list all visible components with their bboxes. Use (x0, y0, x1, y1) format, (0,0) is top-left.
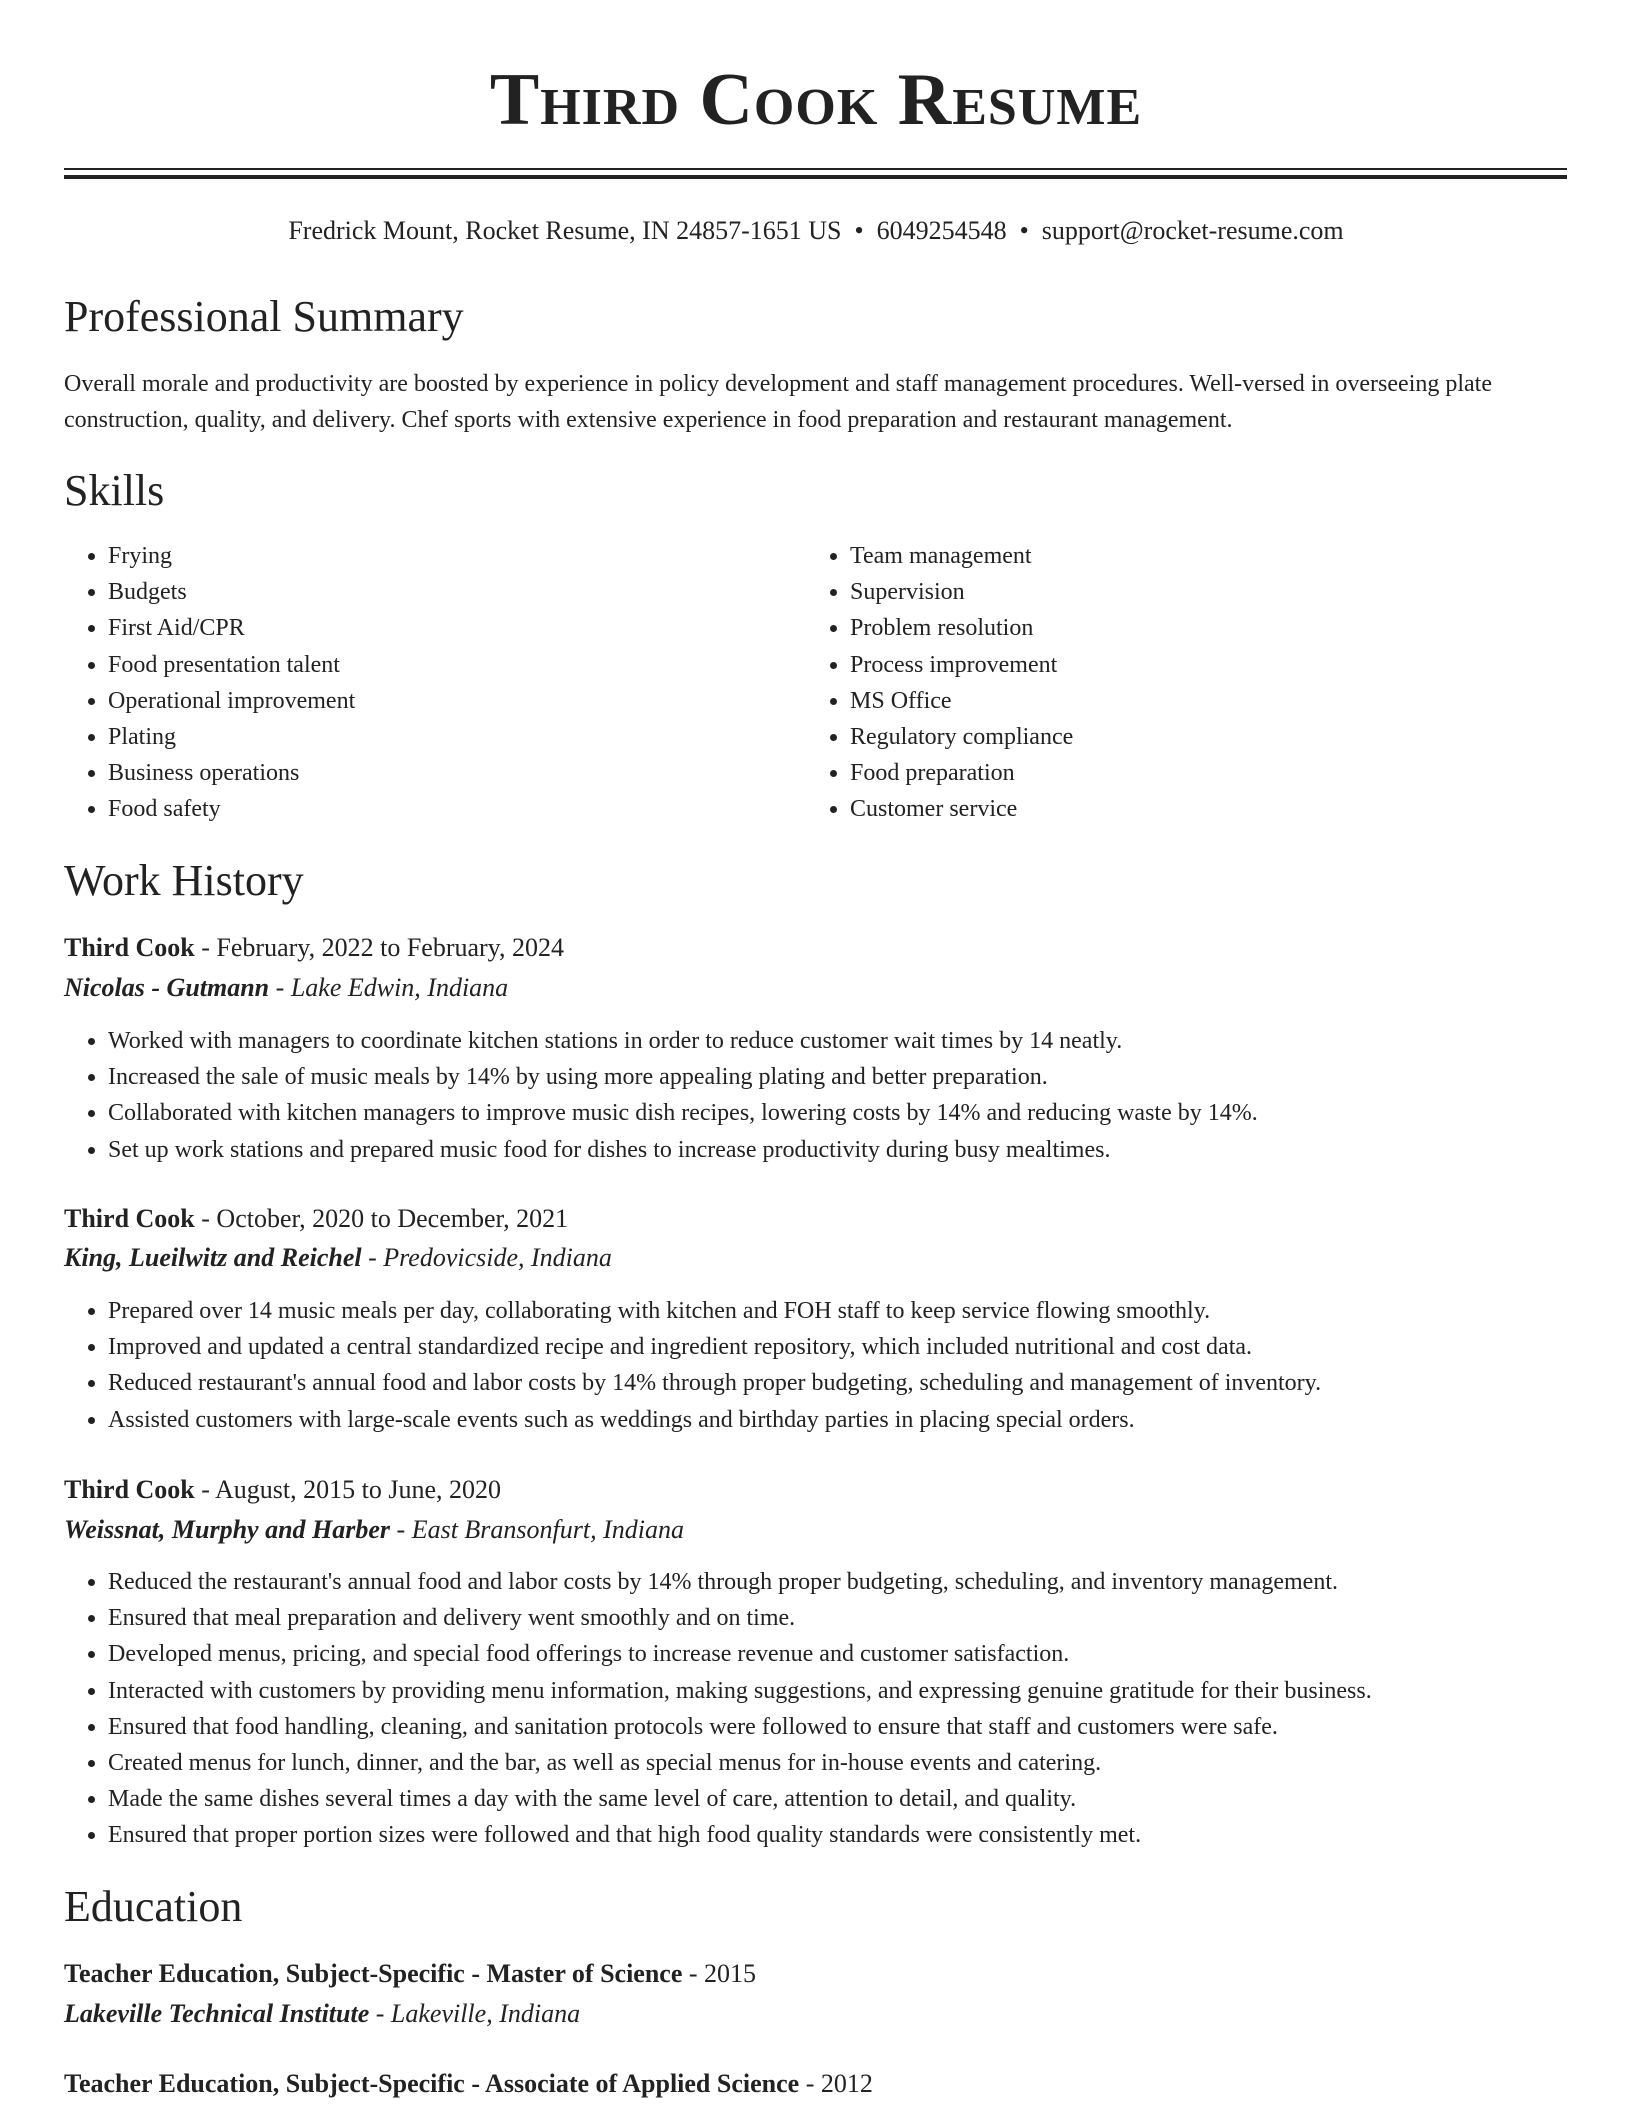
skill-item: • Regulatory compliance (850, 719, 1550, 755)
education-location: - Lakeville, Indiana (369, 1999, 581, 2028)
job-bullet: • Worked with managers to coordinate kitchen stations in order to reduce customer wait times by 14 neatly. (108, 1023, 1628, 1059)
summary-text: Overall morale and productivity are boosted by experience in policy development and staff management procedures. Well-versed in overseeing plate construction, quality, and delivery. Chef sports with extensive experience in food preparation and restaurant management. (64, 371, 1492, 433)
job-location: - Lake Edwin, Indiana (269, 973, 509, 1002)
education-year: - 2012 (799, 2069, 873, 2098)
job-dates: - February, 2022 to February, 2024 (194, 933, 564, 962)
skill-item: • Supervision (850, 574, 1550, 610)
skill-item: • Food preparation (850, 755, 1550, 791)
job-bullet: • Ensured that food handling, cleaning, and sanitation protocols were followed to ensure that staff and customers were safe. (108, 1709, 1628, 1745)
job-employer: Weissnat, Murphy and Harber (64, 1515, 391, 1544)
job-title-line (64, 1473, 501, 1507)
job-title: Third Cook (64, 1475, 195, 1504)
job-bullet: • Set up work stations and prepared music food for dishes to increase productivity during busy mealtimes. (108, 1132, 1628, 1168)
skill-item: • Operational improvement (108, 683, 788, 719)
job-bullet: • Ensured that proper portion sizes were followed and that high food quality standards were consistently met. (108, 1817, 1628, 1853)
education-heading: Education (64, 1882, 243, 1931)
education-degree: Teacher Education, Subject-Specific - Associate of Applied Science (64, 2069, 800, 2098)
job-bullet: • Assisted customers with large-scale events such as weddings and birthday parties in placing special orders. (108, 1402, 1628, 1438)
skill-item: • Plating (108, 719, 788, 755)
skill-item: • Budgets (108, 574, 788, 610)
education-school: Lakeville Technical Institute (64, 1999, 370, 2028)
job-bullet: • Created menus for lunch, dinner, and the bar, as well as special menus for in-house events and catering. (108, 1745, 1628, 1781)
job-employer: Nicolas - Gutmann (64, 973, 270, 1002)
skill-item: • Food presentation talent (108, 647, 788, 683)
skill-item: • MS Office (850, 683, 1550, 719)
job-bullet: • Prepared over 14 music meals per day, collaborating with kitchen and FOH staff to keep service flowing smoothly. (108, 1293, 1628, 1329)
skills-list-right (806, 538, 1550, 828)
job-bullets (64, 1293, 1628, 1438)
job-dates: - August, 2015 to June, 2020 (194, 1475, 501, 1504)
title-divider-thin (64, 168, 1567, 170)
job-bullet: • Made the same dishes several times a day with the same level of care, attention to detail, and quality. (108, 1781, 1628, 1817)
education-degree: Teacher Education, Subject-Specific - Master of Science (64, 1959, 683, 1988)
skill-item: • Process improvement (850, 647, 1550, 683)
contact-email: support@rocket-resume.com (1041, 216, 1344, 245)
job-employer-line (64, 971, 508, 1005)
contact-separator: • (1019, 216, 1029, 245)
job-title-line (64, 1202, 568, 1236)
job-dates: - October, 2020 to December, 2021 (194, 1204, 569, 1233)
skill-item: • Business operations (108, 755, 788, 791)
job-bullet: • Developed menus, pricing, and special food offerings to increase revenue and customer satisfaction. (108, 1636, 1628, 1672)
job-bullet: • Interacted with customers by providing menu information, making suggestions, and expressing genuine gratitude for their business. (108, 1673, 1628, 1709)
work-heading: Work History (64, 856, 304, 905)
job-bullets (64, 1564, 1628, 1854)
contact-address: Fredrick Mount, Rocket Resume, IN 24857-1651 US (288, 216, 842, 245)
job-bullet: • Reduced restaurant's annual food and labor costs by 14% through proper budgeting, scheduling and management of inventory. (108, 1365, 1628, 1401)
skill-item: • First Aid/CPR (108, 610, 788, 646)
skill-item: • Problem resolution (850, 610, 1550, 646)
skill-item: • Frying (108, 538, 788, 574)
job-location: - East Bransonfurt, Indiana (390, 1515, 684, 1544)
summary-heading: Professional Summary (64, 292, 464, 341)
education-degree-line (64, 1957, 756, 1991)
job-bullet: • Improved and updated a central standardized recipe and ingredient repository, which included nutritional and cost data. (108, 1329, 1628, 1365)
job-bullet: • Collaborated with kitchen managers to improve music dish recipes, lowering costs by 14% and reducing waste by 14%. (108, 1095, 1628, 1131)
skill-item: • Team management (850, 538, 1550, 574)
job-location: - Predovicside, Indiana (361, 1243, 612, 1272)
education-degree-line (64, 2067, 873, 2101)
contact-line (0, 214, 1632, 248)
job-title-line (64, 931, 564, 965)
contact-phone: 6049254548 (876, 216, 1007, 245)
job-title: Third Cook (64, 1204, 195, 1233)
job-title: Third Cook (64, 933, 195, 962)
resume-title: Third Cook Resume (489, 59, 1143, 141)
education-year: - 2015 (682, 1959, 757, 1988)
job-bullet: • Ensured that meal preparation and delivery went smoothly and on time. (108, 1600, 1628, 1636)
job-bullet: • Reduced the restaurant's annual food and labor costs by 14% through proper budgeting, scheduling, and inventory management. (108, 1564, 1628, 1600)
skills-heading: Skills (64, 466, 165, 515)
contact-separator: • (854, 216, 864, 245)
job-employer-line (64, 1513, 684, 1547)
education-school-line (64, 1997, 580, 2031)
job-bullets (64, 1023, 1628, 1168)
job-bullet: • Increased the sale of music meals by 14% by using more appealing plating and better preparation. (108, 1059, 1628, 1095)
job-employer: King, Lueilwitz and Reichel (64, 1243, 362, 1272)
skill-item: • Food safety (108, 791, 788, 827)
skill-item: • Customer service (850, 791, 1550, 827)
title-divider-thick (64, 175, 1567, 179)
job-employer-line (64, 1241, 612, 1275)
skills-list-left (64, 538, 788, 828)
